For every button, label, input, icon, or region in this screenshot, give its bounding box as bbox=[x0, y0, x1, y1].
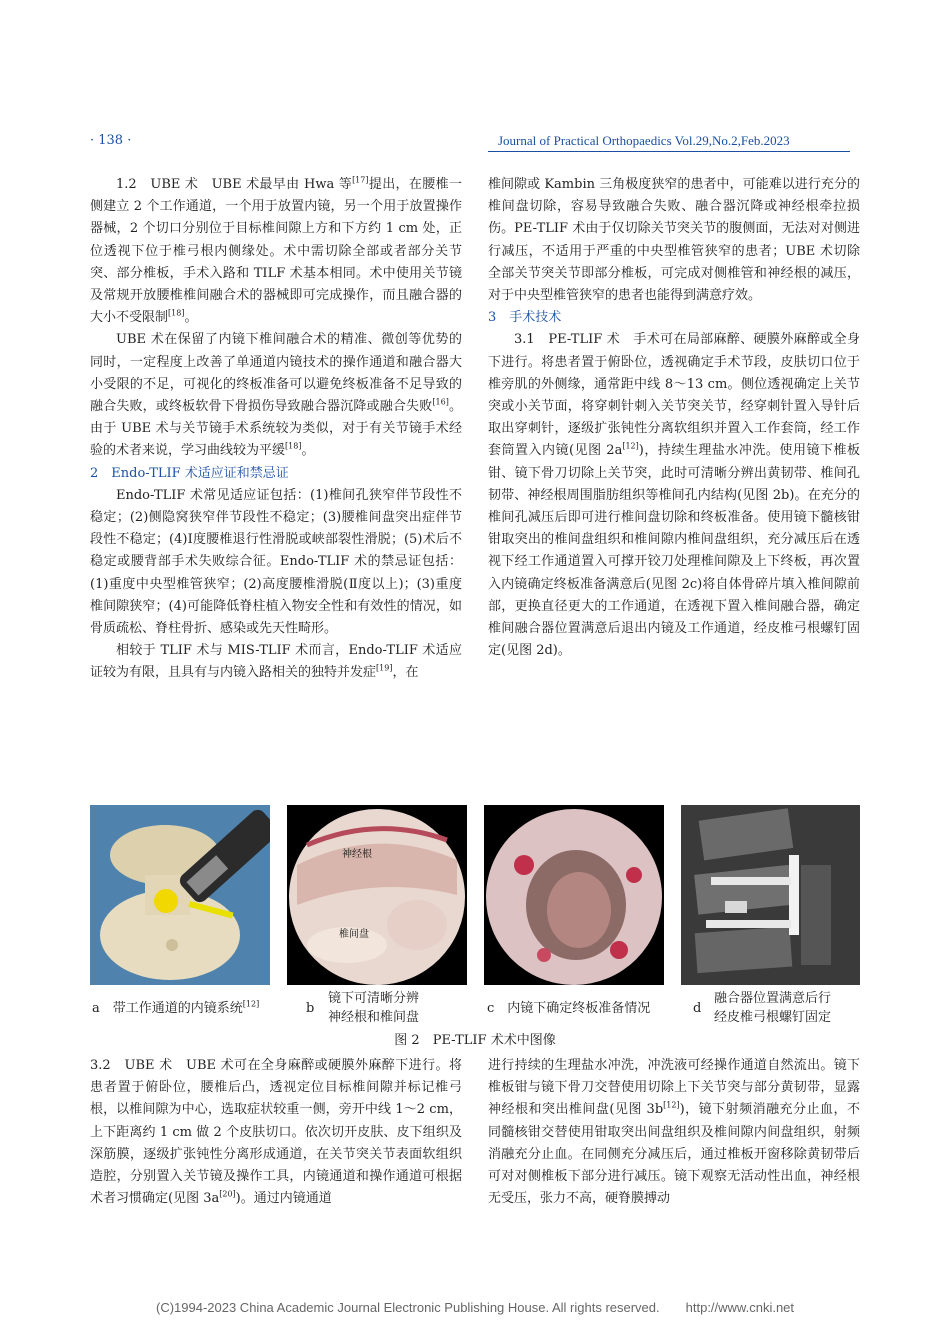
journal-header: Journal of Practical Orthopaedics Vol.29,No.2,Feb.2023 bbox=[498, 133, 790, 148]
paragraph-comparison: 相较于 TLIF 术与 MIS-TLIF 术而言，Endo-TLIF 术适应证较为有限，且具有与内镜入路相关的独特并发症[19]，在 bbox=[90, 643, 462, 681]
figure-title: 图 2 PE-TLIF 术术中图像 bbox=[394, 1033, 556, 1048]
caption-2b-letter: b bbox=[306, 1001, 315, 1016]
paragraph-ube-technique: 3.2 UBE 术 UBE 术可在全身麻醉或硬膜外麻醉下进行。将患者置于俯卧位，腰椎后凸，透视定位目标椎间隙并标记椎弓根，以椎间隙为中心，选取症状较重一侧，旁开中线 1～2 cm，上下距离约 1 cm 做 2 个皮肤切口。依次切开皮肤、皮下组织及深筋膜，逐级扩张钝性分离形成通道，在关节突关节表面软组织造腔，分别置入关节镜及操作工具，内镜通道和操作通道可根据术者习惯确定(见图 3a[20])。通过内镜通道 bbox=[90, 1058, 462, 1207]
caption-2d-letter: d bbox=[693, 1001, 702, 1016]
figure-2a-endoscope-system bbox=[90, 805, 270, 985]
endoscope-photo bbox=[90, 805, 270, 985]
citation: [16] bbox=[432, 397, 449, 407]
paragraph-ube-intro: 1.2 UBE 术 UBE 术最早由 Hwa 等[17]提出，在腰椎一侧建立 2 个工作通道，一个用于放置内镜，另一个用于放置操作器械，2 个切口分别位于目标椎间隙上方和下方约 1 cm 处，正位透视下位于椎弓根内侧缘处。术中需切除全部或者部分关节突、部分椎板，手术入路和 TILF 术基本相同。术中使用关节镜及常规开放腰椎椎间融合术的器械即可完成操作，而且融合器的大小不受限制[18]。 bbox=[90, 175, 462, 326]
paragraph-pe-tlif: 3.1 PE-TLIF 术 手术可在局部麻醉、硬膜外麻醉或全身下进行。将患者置于俯卧位，透视确定手术节段，皮肤切口位于椎旁肌的外侧缘，通常距中线 8～13 cm。侧位透视确定上关节突或小关节面，将穿刺针刺入关节突关节，经穿刺针置入导针后取出穿刺针，逐级扩张钝性分离软组织并置入工作套筒，经工作套筒置入内镜(见图 2a[12])，持续生理盐水冲洗。使用镜下椎板钳、镜下骨刀切除上关节突，此时可清晰分辨出黄韧带、椎间孔韧带、神经根周围脂肪组织等椎间孔内结构(见图 2b)。在充分的椎间孔减压后即可进行椎间盘切除和终板准备。使用镜下髓核钳钳取突出的椎间盘组织和椎间隙内椎间盘组织，充分减压后在透视下经工作通道置入可撑开铰刀处理椎间隙及上下终板，再次置入内镜确定终板准备满意后(见图 2c)将自体骨碎片填入椎间隙前部，更换直径更大的工作通道，在透视下置入椎间融合器，确定椎间融合器位置满意后退出内镜及工作通道，经皮椎弓根螺钉固定(见图 2d)。 bbox=[488, 332, 860, 659]
citation: [18] bbox=[168, 308, 185, 318]
section-heading-3: 3 手术技术 bbox=[488, 310, 562, 326]
section-heading-2: 2 Endo-TLIF 术适应证和禁忌证 bbox=[90, 465, 289, 481]
header-rule bbox=[488, 151, 850, 152]
figure-2b-endoscopic-view bbox=[287, 805, 467, 985]
label-nerve-root: 神经根 bbox=[342, 849, 372, 860]
copyright-footer: (C)1994-2023 China Academic Journal Electronic Publishing House. All rights reserved. http://www.cnki.net bbox=[155, 1300, 795, 1315]
citation: [20] bbox=[219, 1189, 236, 1199]
label-disc: 椎间盘 bbox=[339, 929, 369, 940]
caption-2a: a 带工作通道的内镜系统[12] bbox=[92, 999, 260, 1016]
text-column-bottom-left bbox=[90, 1055, 462, 1210]
paragraph-ube-continuation: 进行持续的生理盐水冲洗，冲洗液可经操作通道自然流出。镜下椎板钳与镜下骨刀交替使用切除上下关节突与部分黄韧带，显露神经根和突出椎间盘(见图 3b[12])，镜下射频消融充分止血，不同髓核钳交替使用钳取突出间盘组织及椎间隙内间盘组织，射频消融充分止血。在同侧充分减压后，通过椎板开窗移除黄韧带后可对对侧椎板下部分进行减压。镜下观察无活动性出血，神经根无受压，张力不高，硬脊膜搏动 bbox=[488, 1058, 860, 1207]
citation: [18] bbox=[285, 442, 302, 452]
paragraph-continuation: 椎间隙或 Kambin 三角极度狭窄的患者中，可能难以进行充分的椎间盘切除，容易导致融合失败、融合器沉降或神经根牵拉损伤。PE-TLIF 术由于仅切除关节突关节的腹侧面，无法对对侧进行减压，不适用于严重的中央型椎管狭窄的患者；UBE 术切除全部关节突关节即部分椎板，可完成对侧椎管和神经根的减压，对于中央型椎管狭窄的患者也能得到满意疗效。 bbox=[488, 177, 860, 304]
caption-2d: 融合器位置满意后行 经皮椎弓根螺钉固定 bbox=[714, 991, 832, 1025]
paragraph-indications: Endo-TLIF 术常见适应证包括：(1)椎间孔狭窄伴节段性不稳定；(2)侧隐窝狭窄伴节段性不稳定；(3)腰椎间盘突出症伴节段性不稳定；(4)Ⅰ度腰椎退行性滑脱或峡部裂性滑脱；(5)术后不稳定或腰背部手术失败综合征。Endo-TLIF 术的禁忌证包括：(1)重度中央型椎管狭窄；(2)高度腰椎滑脱(Ⅱ度以上)；(3)重度椎间隙狭窄；(4)可能降低脊柱植入物安全性和有效性的情况，如骨质疏松、脊柱骨折、感染或先天性畸形。 bbox=[90, 487, 462, 637]
paragraph-ube-advantages: UBE 术在保留了内镜下椎间融合术的精准、微创等优势的同时，一定程度上改善了单通道内镜技术的操作通道和融合器大小受限的不足，可视化的终板准备可以避免终板准备不足导致的融合失败，或终板软骨下骨损伤导致融合器沉降或融合失败[16]。由于 UBE 术与关节镜手术系统较为类似，对于有关节镜手术经验的术者来说，学习曲线较为平缓[18]。 bbox=[90, 332, 462, 459]
text-column-left bbox=[90, 174, 462, 685]
citation: [12] bbox=[663, 1101, 680, 1111]
endoscopic-view-nerve-disc bbox=[287, 805, 467, 985]
citation: [12] bbox=[622, 442, 639, 452]
xray-fixation bbox=[681, 805, 860, 985]
caption-2c: c 内镜下确定终板准备情况 bbox=[487, 1001, 651, 1016]
endoscopic-view-endplate bbox=[484, 805, 664, 985]
text-column-right bbox=[488, 174, 860, 662]
figure-2c-endplate-view bbox=[484, 805, 664, 985]
page-number: · 138 · bbox=[90, 133, 132, 148]
citation: [19] bbox=[376, 664, 393, 674]
citation: [17] bbox=[352, 175, 369, 185]
text-column-bottom-right bbox=[488, 1055, 860, 1210]
figure-2d-xray bbox=[681, 805, 860, 985]
caption-2b: 镜下可清晰分辨 神经根和椎间盘 bbox=[328, 991, 420, 1025]
